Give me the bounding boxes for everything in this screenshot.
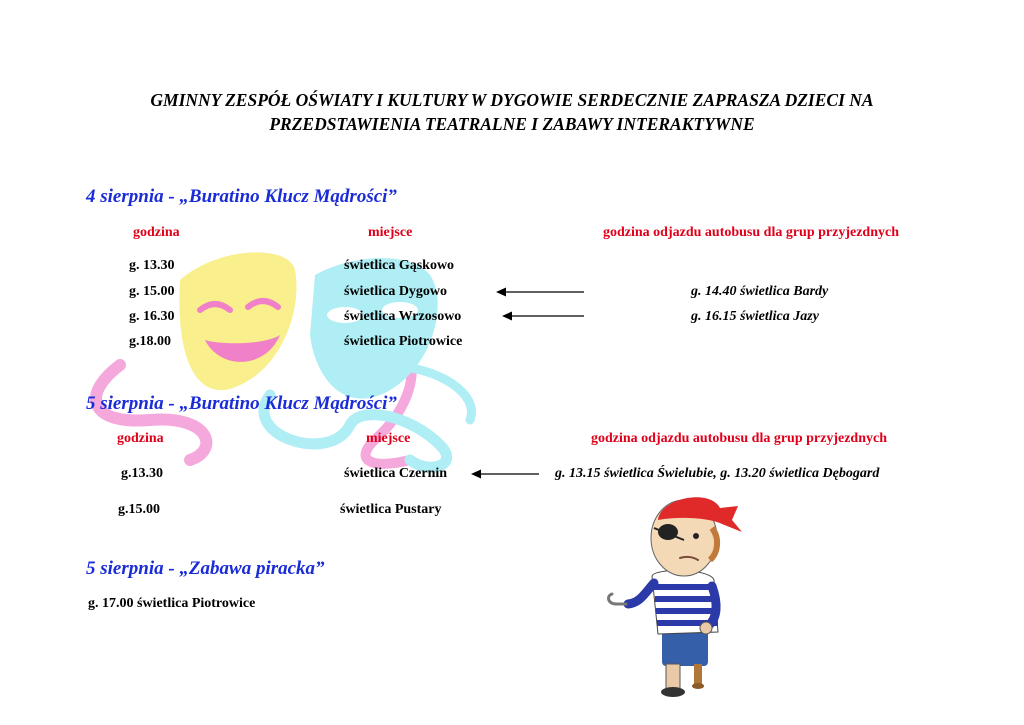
event1-row4-place: świetlica Piotrowice <box>344 334 463 349</box>
event2-row2-time: g.15.00 <box>118 502 160 517</box>
event2-row1-bus: g. 13.15 świetlica Świelubie, g. 13.20 świetlica Dębogard <box>555 466 880 481</box>
title-line-1: GMINNY ZESPÓŁ OŚWIATY I KULTURY W DYGOWIE SERDECZNIE ZAPRASZA DZIECI NA <box>150 90 874 110</box>
event1-header-time: godzina <box>133 225 180 240</box>
event1-header-bus: godzina odjazdu autobusu dla grup przyjezdnych <box>603 225 900 240</box>
page-title <box>60 88 964 136</box>
event2-header-bus: godzina odjazdu autobusu dla grup przyjezdnych <box>591 431 888 446</box>
arrow-left-icon <box>496 286 586 298</box>
event1-row2-bus: g. 14.40 świetlica Bardy <box>691 284 829 299</box>
event2-header-place: miejsce <box>366 431 411 446</box>
event1-header-place: miejsce <box>368 225 413 240</box>
event1-row4-time: g.18.00 <box>129 334 171 349</box>
event1-row3-place: świetlica Wrzosowo <box>344 309 462 324</box>
event3-line: g. 17.00 świetlica Piotrowice <box>88 596 256 611</box>
arrow-left-icon <box>471 468 541 480</box>
event2-row2-place: świetlica Pustary <box>340 502 442 517</box>
event1-row2-place: świetlica Dygowo <box>344 284 448 299</box>
arrow-left-icon <box>502 310 586 322</box>
event2-row1-place: świetlica Czernin <box>344 466 448 481</box>
event2-header-time: godzina <box>117 431 164 446</box>
event1-row1-place: świetlica Gąskowo <box>344 258 455 273</box>
event2-row1-time: g.13.30 <box>121 466 163 481</box>
event1-row3-time: g. 16.30 <box>129 309 175 324</box>
event1-row1-time: g. 13.30 <box>129 258 175 273</box>
title-line-2: PRZEDSTAWIENIA TEATRALNE I ZABAWY INTERAKTYWNE <box>269 114 755 134</box>
event1-row3-bus: g. 16.15 świetlica Jazy <box>691 309 819 324</box>
event3-title: 5 sierpnia - „Zabawa piracka” <box>86 558 325 579</box>
pirate-boy-icon <box>600 488 750 698</box>
event1-row2-time: g. 15.00 <box>129 284 175 299</box>
event2-title: 5 sierpnia - „Buratino Klucz Mądrości” <box>86 393 397 414</box>
event1-title: 4 sierpnia - „Buratino Klucz Mądrości” <box>86 186 397 207</box>
